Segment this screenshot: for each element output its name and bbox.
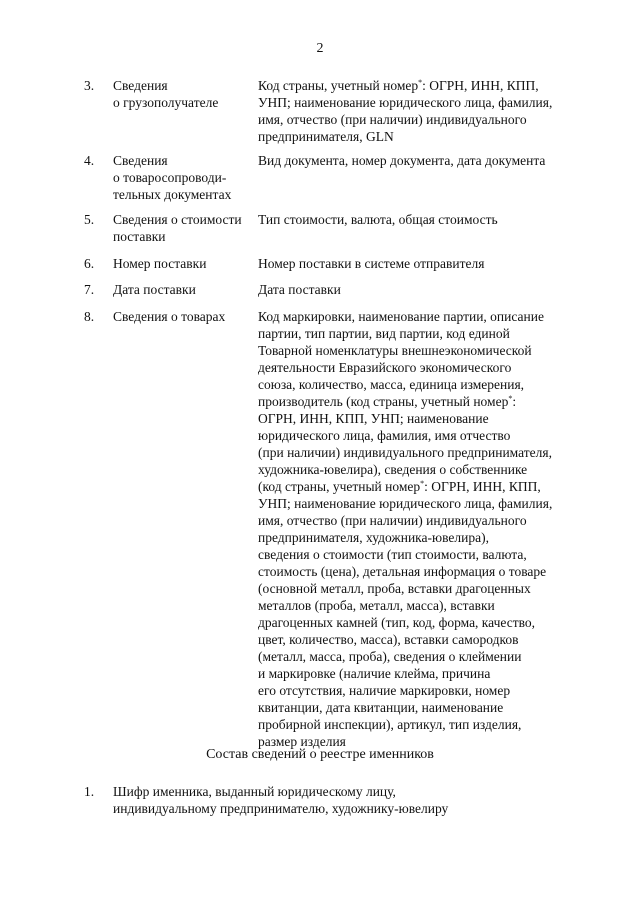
description-line: Номер поставки в системе отправителя — [258, 256, 485, 271]
row-field-description — [258, 255, 573, 272]
description-line: союза, количество, масса, единица измерения, — [258, 377, 525, 392]
description-line: пробирной инспекции), артикул, тип изделия, — [258, 717, 522, 732]
description-line: Товарной номенклатуры внешнеэкономической — [258, 343, 532, 358]
description-line: (основной металл, проба, вставки драгоценных — [258, 581, 531, 596]
row-number: 6. — [84, 256, 95, 271]
row-field-name — [113, 281, 253, 298]
description-line: драгоценных камней (тип, код, форма, качество, — [258, 615, 536, 630]
field-name-line: Сведения — [113, 78, 168, 93]
page-number: 2 — [316, 41, 324, 56]
description-line: художника-ювелира), сведения о собственнике — [258, 462, 528, 477]
description-line: металлов (проба, металл, масса), вставки — [258, 598, 495, 613]
description-line: сведения о стоимости (тип стоимости, валюта, — [258, 547, 527, 562]
row-number: 5. — [84, 212, 95, 227]
row-number: 3. — [84, 78, 95, 93]
description-line: производитель (код страны, учетный номер*: — [258, 394, 517, 409]
row-field-name — [113, 211, 253, 245]
description-line: (код страны, учетный номер*: ОГРН, ИНН, КПП, — [258, 479, 541, 494]
description-line: предпринимателя, GLN — [258, 129, 394, 144]
description-line: деятельности Евразийского экономического — [258, 360, 512, 375]
description-line: размер изделия — [258, 734, 346, 749]
row-field-name — [113, 255, 253, 272]
footnote-marker: * — [508, 394, 513, 403]
field-name-line: поставки — [113, 229, 166, 244]
description-line: Код маркировки, наименование партии, описание — [258, 309, 544, 324]
row-field-description — [258, 308, 573, 750]
field-name-line: Номер поставки — [113, 256, 207, 271]
description-line: Вид документа, номер документа, дата документа — [258, 153, 546, 168]
description-line: цвет, количество, масса), вставки самородков — [258, 632, 519, 647]
registry-item-number: 1. — [84, 784, 95, 799]
field-name-line: Сведения о товарах — [113, 309, 226, 324]
field-name-line: о товаросопроводи- — [113, 170, 227, 185]
field-name-line: Сведения — [113, 153, 168, 168]
description-line: стоимость (цена), детальная информация о товаре — [258, 564, 547, 579]
description-line: Тип стоимости, валюта, общая стоимость — [258, 212, 498, 227]
row-number: 4. — [84, 153, 95, 168]
row-field-name — [113, 77, 253, 111]
footnote-marker: * — [420, 479, 425, 488]
description-line: предпринимателя, художника-ювелира), — [258, 530, 489, 545]
description-line: имя, отчество (при наличии) индивидуального — [258, 513, 527, 528]
row-field-description — [258, 211, 573, 228]
description-line: и маркировке (наличие клейма, причина — [258, 666, 491, 681]
row-field-description — [258, 281, 573, 298]
description-line: имя, отчество (при наличии) индивидуального — [258, 112, 527, 127]
registry-item-text — [113, 783, 448, 817]
row-number: 8. — [84, 309, 95, 324]
description-line: Код страны, учетный номер*: ОГРН, ИНН, КПП, — [258, 78, 539, 93]
row-field-description — [258, 77, 573, 145]
section-title: Состав сведений о реестре именников — [206, 747, 434, 762]
description-line: ОГРН, ИНН, КПП, УНП; наименование — [258, 411, 489, 426]
registry-item-line: индивидуальному предпринимателю, художнику-ювелиру — [113, 801, 449, 816]
field-name-line: Сведения о стоимости — [113, 212, 242, 227]
description-line: УНП; наименование юридического лица, фамилия, — [258, 496, 553, 511]
row-number: 7. — [84, 282, 95, 297]
description-line: (при наличии) индивидуального предпринимателя, — [258, 445, 552, 460]
field-name-line: о грузополучателе — [113, 95, 219, 110]
description-line: его отсутствия, наличие маркировки, номер — [258, 683, 511, 698]
row-field-name — [113, 308, 253, 325]
field-name-line: тельных документах — [113, 187, 232, 202]
description-line: квитанции, дата квитанции, наименование — [258, 700, 504, 715]
description-line: юридического лица, фамилия, имя отчество — [258, 428, 511, 443]
row-field-description — [258, 152, 573, 169]
description-line: (металл, масса, проба), сведения о клеймении — [258, 649, 522, 664]
row-field-name — [113, 152, 253, 203]
description-line: партии, тип партии, вид партии, код единой — [258, 326, 510, 341]
description-line: УНП; наименование юридического лица, фамилия, — [258, 95, 553, 110]
description-line: Дата поставки — [258, 282, 341, 297]
footnote-marker: * — [418, 78, 423, 87]
field-name-line: Дата поставки — [113, 282, 196, 297]
registry-item-line: Шифр именника, выданный юридическому лицу, — [113, 784, 396, 799]
